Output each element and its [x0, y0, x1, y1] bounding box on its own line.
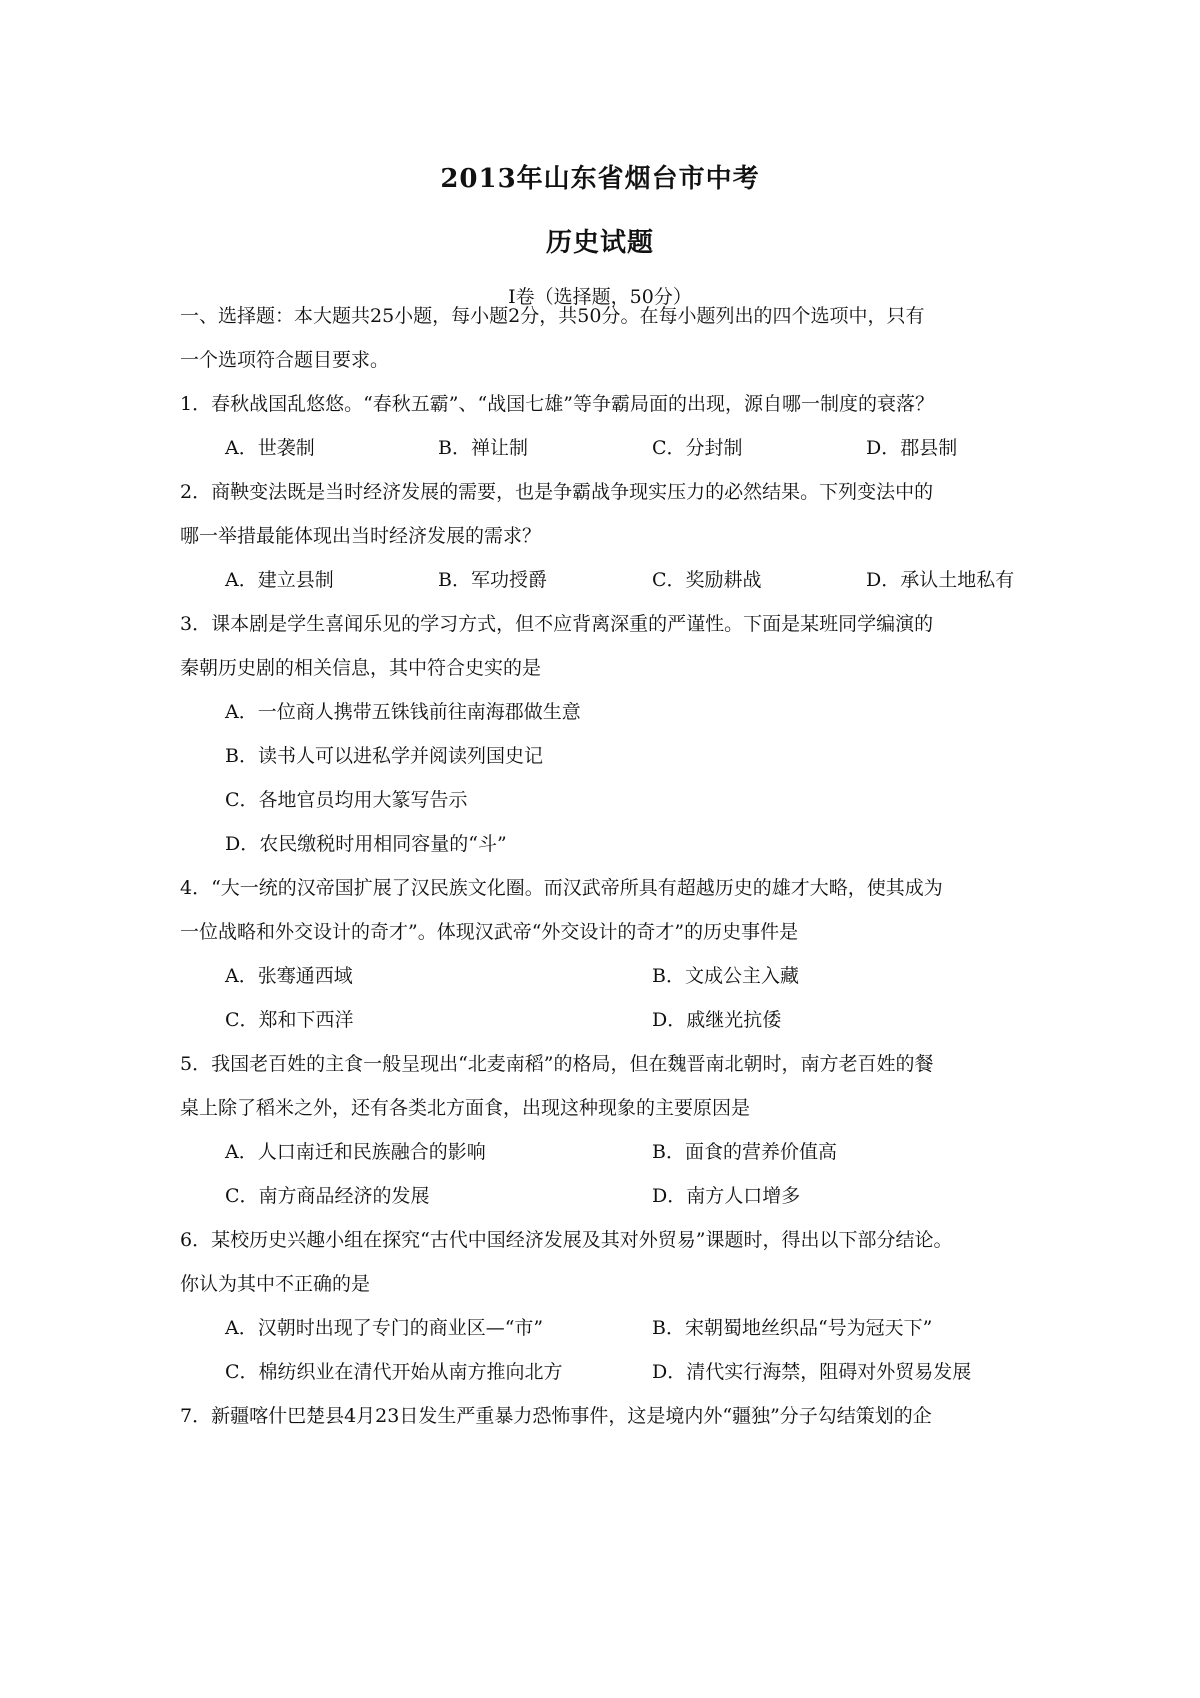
- instructions-line-2: 一个选项符合题目要求。: [180, 349, 390, 371]
- question-6-option-c: C．棉纺织业在清代开始从南方推向北方: [225, 1361, 563, 1383]
- question-3-option-d: D．农民缴税时用相同容量的“斗”: [225, 833, 507, 855]
- question-2-option-d: D．承认土地私有: [866, 569, 1015, 591]
- question-1-option-c: C．分封制: [652, 437, 743, 459]
- question-2-stem-line-2: 哪一举措最能体现出当时经济发展的需求？: [180, 525, 542, 547]
- question-4-option-c: C．郑和下西洋: [225, 1009, 354, 1031]
- section-heading: Ⅰ卷（选择题，50分）: [508, 286, 692, 308]
- exam-subject: 历史试题: [545, 228, 654, 258]
- question-2-option-b: B．军功授爵: [438, 569, 547, 591]
- question-3-option-c: C．各地官员均用大篆写告示: [225, 789, 468, 811]
- instructions-line-1: 一、选择题：本大题共25小题，每小题2分，共50分。在每小题列出的四个选项中，只有: [180, 305, 925, 327]
- question-3-option-b: B．读书人可以进私学并阅读列国史记: [225, 745, 543, 767]
- question-4-stem-line-2: 一位战略和外交设计的奇才”。体现汉武帝“外交设计的奇才”的历史事件是: [180, 921, 799, 943]
- question-6-option-b: B．宋朝蜀地丝织品“号为冠天下”: [652, 1317, 933, 1339]
- question-7-stem-line-1: 7．新疆喀什巴楚县4月23日发生严重暴力恐怖事件，这是境内外“疆独”分子勾结策划的企: [180, 1405, 932, 1427]
- question-3-stem-line-2: 秦朝历史剧的相关信息，其中符合史实的是: [180, 657, 542, 679]
- question-2-stem-line-1: 2．商鞅变法既是当时经济发展的需要，也是争霸战争现实压力的必然结果。下列变法中的: [180, 481, 934, 503]
- question-5-stem-line-1: 5．我国老百姓的主食一般呈现出“北麦南稻”的格局，但在魏晋南北朝时，南方老百姓的餐: [180, 1053, 934, 1075]
- question-1-option-d: D．郡县制: [866, 437, 958, 459]
- question-3-stem-line-1: 3．课本剧是学生喜闻乐见的学习方式，但不应背离深重的严谨性。下面是某班同学编演的: [180, 613, 934, 635]
- exam-title: 2013年山东省烟台市中考: [440, 164, 760, 194]
- question-6-option-d: D．清代实行海禁，阻碍对外贸易发展: [652, 1361, 972, 1383]
- question-4-option-d: D．戚继光抗倭: [652, 1009, 782, 1031]
- question-5-option-d: D．南方人口增多: [652, 1185, 801, 1207]
- question-1-stem: 1．春秋战国乱悠悠。“春秋五霸”、“战国七雄”等争霸局面的出现，源自哪一制度的衰落？: [180, 393, 934, 415]
- question-5-option-a: A．人口南迁和民族融合的影响: [225, 1141, 486, 1163]
- question-5-stem-line-2: 桌上除了稻米之外，还有各类北方面食，出现这种现象的主要原因是: [180, 1097, 751, 1119]
- question-5-option-c: C．南方商品经济的发展: [225, 1185, 430, 1207]
- question-5-option-b: B．面食的营养价值高: [652, 1141, 837, 1163]
- question-6-option-a: A．汉朝时出现了专门的商业区—“市”: [225, 1317, 544, 1339]
- question-3-option-a: A．一位商人携带五铢钱前往南海郡做生意: [225, 701, 581, 723]
- question-4-option-a: A．张骞通西域: [225, 965, 353, 987]
- question-2-option-c: C．奖励耕战: [652, 569, 762, 591]
- question-6-stem-line-1: 6．某校历史兴趣小组在探究“古代中国经济发展及其对外贸易”课题时，得出以下部分结论。: [180, 1229, 953, 1251]
- question-2-option-a: A．建立县制: [225, 569, 334, 591]
- question-6-stem-line-2: 你认为其中不正确的是: [180, 1273, 371, 1295]
- question-1-option-b: B．禅让制: [438, 437, 528, 459]
- question-4-stem-line-1: 4．“大一统的汉帝国扩展了汉民族文化圈。而汉武帝所具有超越历史的雄才大略，使其成为: [180, 877, 943, 899]
- question-1-option-a: A．世袭制: [225, 437, 315, 459]
- question-4-option-b: B．文成公主入藏: [652, 965, 799, 987]
